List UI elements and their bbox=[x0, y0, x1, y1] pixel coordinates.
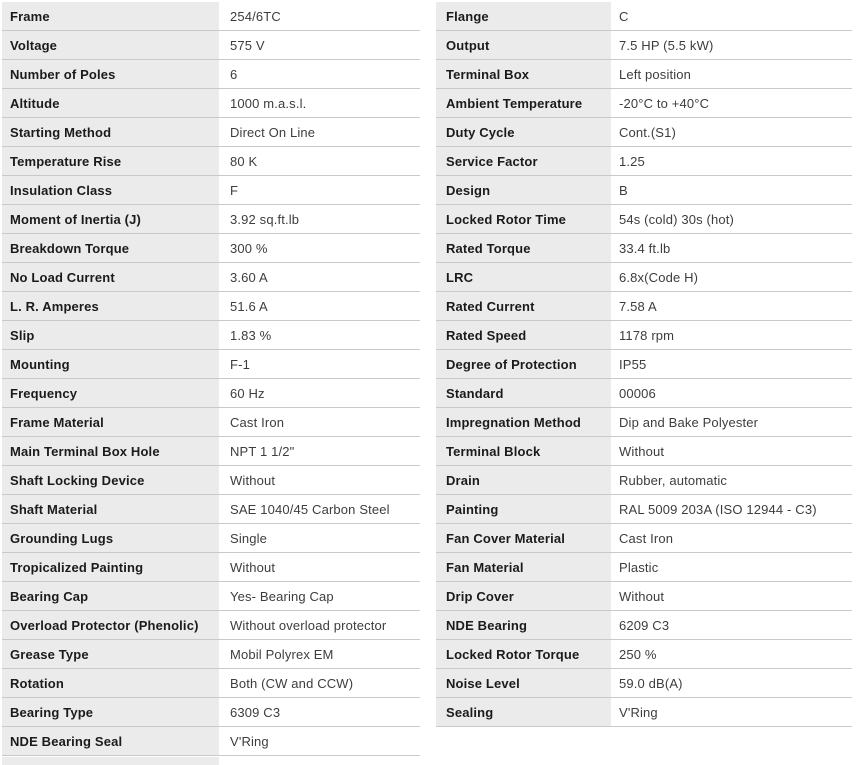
spec-row bbox=[2, 147, 420, 176]
spec-value: Direct On Line bbox=[219, 118, 420, 146]
spec-row bbox=[2, 466, 420, 495]
spec-label: Frame bbox=[2, 2, 219, 30]
spec-value: 1.83 % bbox=[219, 321, 420, 349]
spec-row bbox=[436, 118, 852, 147]
spec-label: Breakdown Torque bbox=[2, 234, 219, 262]
spec-label: Rated Torque bbox=[436, 234, 611, 262]
spec-row bbox=[2, 727, 420, 756]
spec-value: F-1 bbox=[219, 350, 420, 378]
spec-label: Service Factor bbox=[436, 147, 611, 175]
spec-row bbox=[2, 408, 420, 437]
spec-label: Impregnation Method bbox=[436, 408, 611, 436]
spec-label: Standard bbox=[436, 379, 611, 407]
spec-value: Cast Iron bbox=[219, 408, 420, 436]
spec-value: 1000 m.a.s.l. bbox=[219, 89, 420, 117]
spec-row bbox=[436, 205, 852, 234]
spec-value: Single bbox=[219, 524, 420, 552]
spec-label: Terminal Box bbox=[436, 60, 611, 88]
spec-label: Main Terminal Box Hole bbox=[2, 437, 219, 465]
spec-label: Ambient Temperature bbox=[436, 89, 611, 117]
spec-row bbox=[436, 176, 852, 205]
spec-value: 575 V bbox=[219, 31, 420, 59]
spec-value: 6.8x(Code H) bbox=[611, 263, 852, 291]
spec-row bbox=[436, 437, 852, 466]
spec-label: NDE Bearing bbox=[436, 611, 611, 639]
spec-value: B bbox=[611, 176, 852, 204]
spec-row bbox=[2, 118, 420, 147]
spec-value: Without bbox=[611, 582, 852, 610]
spec-value: 1.25 bbox=[611, 147, 852, 175]
spec-row bbox=[2, 582, 420, 611]
spec-label: Bearing Type bbox=[2, 698, 219, 726]
spec-label: Fan Material bbox=[436, 553, 611, 581]
spec-row bbox=[436, 698, 852, 727]
spec-row bbox=[436, 408, 852, 437]
spec-value: 33.4 ft.lb bbox=[611, 234, 852, 262]
spec-label: Drip Cover bbox=[436, 582, 611, 610]
spec-row bbox=[2, 205, 420, 234]
spec-value: 80 K bbox=[219, 147, 420, 175]
spec-label: Locked Rotor Torque bbox=[436, 640, 611, 668]
spec-label: Sealing bbox=[436, 698, 611, 726]
spec-row bbox=[2, 437, 420, 466]
spec-row bbox=[436, 640, 852, 669]
spec-value: 254/6TC bbox=[219, 2, 420, 30]
spec-value: V'Ring bbox=[611, 698, 852, 726]
spec-value: V'Ring bbox=[219, 727, 420, 755]
spec-value: Mobil Polyrex EM bbox=[219, 640, 420, 668]
spec-label: Design bbox=[436, 176, 611, 204]
spec-row bbox=[436, 350, 852, 379]
spec-value: SAE 1040/45 Carbon Steel bbox=[219, 495, 420, 523]
spec-value: RAL 5009 203A (ISO 12944 - C3) bbox=[611, 495, 852, 523]
spec-label: Fan Cover Material bbox=[436, 524, 611, 552]
spec-value: NPT 1 1/2" bbox=[219, 437, 420, 465]
spec-value: C bbox=[611, 2, 852, 30]
spec-row bbox=[2, 379, 420, 408]
spec-label: No Load Current bbox=[2, 263, 219, 291]
spec-value: F bbox=[219, 176, 420, 204]
spec-tables bbox=[2, 2, 852, 756]
spec-label: Frame Material bbox=[2, 408, 219, 436]
spec-value: 250 % bbox=[611, 640, 852, 668]
spec-row bbox=[436, 582, 852, 611]
spec-row bbox=[436, 553, 852, 582]
spec-value: Without bbox=[219, 466, 420, 494]
spec-label: Frequency bbox=[2, 379, 219, 407]
spec-value: Yes- Bearing Cap bbox=[219, 582, 420, 610]
spec-value: Left position bbox=[611, 60, 852, 88]
spec-value: 54s (cold) 30s (hot) bbox=[611, 205, 852, 233]
spec-row bbox=[2, 350, 420, 379]
spec-label: LRC bbox=[436, 263, 611, 291]
spec-row bbox=[2, 292, 420, 321]
spec-row bbox=[2, 176, 420, 205]
spec-label: Slip bbox=[2, 321, 219, 349]
spec-label: Locked Rotor Time bbox=[436, 205, 611, 233]
spec-row bbox=[2, 263, 420, 292]
spec-row bbox=[436, 2, 852, 31]
spec-value: 1178 rpm bbox=[611, 321, 852, 349]
spec-value: 60 Hz bbox=[219, 379, 420, 407]
spec-label: Terminal Block bbox=[436, 437, 611, 465]
spec-label: Moment of Inertia (J) bbox=[2, 205, 219, 233]
spec-label: Grease Type bbox=[2, 640, 219, 668]
spec-label: Altitude bbox=[2, 89, 219, 117]
spec-value: 6309 C3 bbox=[219, 698, 420, 726]
spec-label: Duty Cycle bbox=[436, 118, 611, 146]
spec-row bbox=[2, 669, 420, 698]
spec-label: Degree of Protection bbox=[436, 350, 611, 378]
spec-row bbox=[436, 292, 852, 321]
spec-value: 6209 C3 bbox=[611, 611, 852, 639]
spec-row bbox=[436, 147, 852, 176]
spec-value: Dip and Bake Polyester bbox=[611, 408, 852, 436]
spec-row bbox=[436, 60, 852, 89]
spec-value: IP55 bbox=[611, 350, 852, 378]
spec-value: 59.0 dB(A) bbox=[611, 669, 852, 697]
spec-row bbox=[2, 89, 420, 118]
spec-label: L. R. Amperes bbox=[2, 292, 219, 320]
spec-label: Insulation Class bbox=[2, 176, 219, 204]
spec-table-right bbox=[436, 2, 852, 756]
spec-value: -20°C to +40°C bbox=[611, 89, 852, 117]
spec-value: 7.5 HP (5.5 kW) bbox=[611, 31, 852, 59]
spec-row bbox=[2, 495, 420, 524]
spec-row bbox=[2, 31, 420, 60]
spec-label: Temperature Rise bbox=[2, 147, 219, 175]
spec-value: Cont.(S1) bbox=[611, 118, 852, 146]
spec-row bbox=[436, 611, 852, 640]
spec-label: Bearing Cap bbox=[2, 582, 219, 610]
spec-label: NDE Bearing Seal bbox=[2, 727, 219, 755]
spec-row bbox=[2, 640, 420, 669]
spec-row bbox=[2, 321, 420, 350]
spec-value: 3.60 A bbox=[219, 263, 420, 291]
spec-row bbox=[436, 495, 852, 524]
spec-value: Plastic bbox=[611, 553, 852, 581]
spec-row bbox=[436, 466, 852, 495]
spec-row bbox=[2, 60, 420, 89]
spec-row bbox=[2, 2, 420, 31]
spec-table-left bbox=[2, 2, 420, 756]
spec-value: 6 bbox=[219, 60, 420, 88]
spec-value: 300 % bbox=[219, 234, 420, 262]
spec-value: 3.92 sq.ft.lb bbox=[219, 205, 420, 233]
spec-value: Cast Iron bbox=[611, 524, 852, 552]
spec-row bbox=[436, 31, 852, 60]
spec-label: Number of Poles bbox=[2, 60, 219, 88]
spec-label: Rotation bbox=[2, 669, 219, 697]
spec-row bbox=[436, 379, 852, 408]
spec-row bbox=[2, 524, 420, 553]
spec-label: Rated Speed bbox=[436, 321, 611, 349]
spec-row bbox=[436, 321, 852, 350]
spec-label: Rated Current bbox=[436, 292, 611, 320]
spec-row bbox=[436, 89, 852, 118]
spec-row bbox=[436, 263, 852, 292]
spec-label: Drain bbox=[436, 466, 611, 494]
spec-value: 51.6 A bbox=[219, 292, 420, 320]
spec-row bbox=[2, 698, 420, 727]
spec-row bbox=[2, 553, 420, 582]
spec-label: Voltage bbox=[2, 31, 219, 59]
spec-label: Painting bbox=[436, 495, 611, 523]
spec-label: Shaft Locking Device bbox=[2, 466, 219, 494]
spec-label: Mounting bbox=[2, 350, 219, 378]
spec-row bbox=[2, 611, 420, 640]
spec-row bbox=[436, 524, 852, 553]
spec-row bbox=[2, 234, 420, 263]
spec-value: Without overload protector bbox=[219, 611, 420, 639]
spec-label: Tropicalized Painting bbox=[2, 553, 219, 581]
spec-label: Starting Method bbox=[2, 118, 219, 146]
spec-label: Shaft Material bbox=[2, 495, 219, 523]
spec-value: 00006 bbox=[611, 379, 852, 407]
spec-value: 7.58 A bbox=[611, 292, 852, 320]
spec-value: Without bbox=[219, 553, 420, 581]
spec-value: Without bbox=[611, 437, 852, 465]
spec-label: Overload Protector (Phenolic) bbox=[2, 611, 219, 639]
spec-label: Grounding Lugs bbox=[2, 524, 219, 552]
spec-value: Both (CW and CCW) bbox=[219, 669, 420, 697]
spec-label: Output bbox=[436, 31, 611, 59]
spec-value: Rubber, automatic bbox=[611, 466, 852, 494]
spec-row bbox=[436, 669, 852, 698]
spec-label: Flange bbox=[436, 2, 611, 30]
spec-label: Noise Level bbox=[436, 669, 611, 697]
spec-row bbox=[436, 234, 852, 263]
